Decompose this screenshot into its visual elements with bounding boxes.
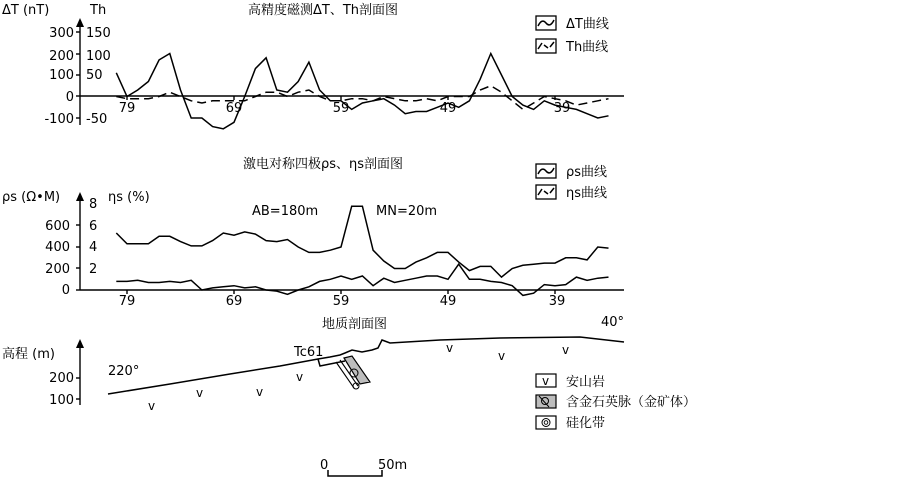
- ip-eta-tick: 6: [89, 219, 98, 234]
- mag-dt-tick: 300: [49, 26, 74, 41]
- mag-th-series-line: [116, 86, 608, 110]
- ip-title: 激电对称四极ρs、ηs剖面图: [243, 157, 404, 172]
- mag-legend: [536, 16, 609, 55]
- andesite-v-icon: v: [542, 374, 550, 388]
- andesite-v-icon: v: [296, 370, 304, 384]
- geo-legend-andesite: 安山岩: [566, 375, 606, 390]
- mag-legend-dt: ΔT曲线: [566, 17, 609, 32]
- mag-th-tick: 150: [86, 26, 111, 41]
- ip-x-tick: 59: [332, 294, 350, 309]
- ip-rho-tick: 200: [45, 262, 70, 277]
- andesite-v-icon: v: [498, 349, 506, 363]
- mag-legend-th: Th曲线: [566, 40, 609, 55]
- mag-dt-tick: -100: [44, 112, 74, 127]
- trench-tc61: [318, 359, 345, 366]
- legend-wave-icon: [538, 20, 554, 26]
- ip-legend: [536, 164, 607, 201]
- ip-eta-tick-labels: [89, 197, 97, 277]
- andesite-v-icon: v: [256, 385, 264, 399]
- ip-x-tick: 79: [118, 294, 136, 309]
- ip-ab-annotation: AB=180m: [252, 204, 319, 219]
- ip-x-tick: 39: [548, 294, 566, 309]
- mag-th-tick: -50: [86, 112, 108, 127]
- scale-start-label: 0: [320, 458, 329, 473]
- legend-silic-swatch: [536, 416, 556, 429]
- ip-eta-tick: 4: [89, 240, 98, 255]
- mag-x-tick: 69: [225, 101, 243, 116]
- mag-th-tick-labels: [86, 26, 111, 127]
- ip-x-tick: 69: [225, 294, 243, 309]
- geo-title: 地质剖面图: [322, 317, 388, 332]
- ip-y-label-rho: ρs (Ω•M): [2, 190, 61, 205]
- ip-mn-annotation: MN=20m: [376, 204, 438, 219]
- geo-y-tick-label: 100: [49, 393, 74, 408]
- mag-dt-tick: 0: [65, 90, 74, 105]
- mag-dt-series-line: [116, 54, 608, 129]
- mag-y-label-th: Th: [90, 3, 107, 18]
- andesite-v-icon: v: [148, 399, 156, 413]
- ip-x-tick: 49: [439, 294, 457, 309]
- legend-dashed-wave-icon: [538, 42, 554, 49]
- ip-rho-series-line: [116, 206, 608, 277]
- scale-bar-line: [328, 470, 382, 476]
- silicification-icon: [542, 419, 550, 427]
- mag-dt-tick: 100: [49, 68, 74, 83]
- andesite-v-icon: v: [196, 386, 204, 400]
- geo-legend: [536, 374, 696, 431]
- silicification-inner: [544, 421, 548, 425]
- andesite-v-icon: v: [562, 343, 570, 357]
- ip-rho-tick: 600: [45, 219, 70, 234]
- ip-rho-tick: 400: [45, 240, 70, 255]
- mag-dt-tick-labels: [44, 26, 74, 127]
- ip-rho-tick-labels: [45, 219, 70, 298]
- mag-x-tick: 79: [118, 101, 136, 116]
- ip-eta-tick: 2: [89, 262, 98, 277]
- geo-y-tick-label: 200: [49, 371, 74, 386]
- geo-azimuth-right: 40°: [601, 315, 625, 330]
- ip-eta-series-line: [116, 264, 608, 295]
- legend-dashed-wave-icon: [538, 188, 554, 195]
- mag-axis-ticks: [76, 32, 555, 118]
- ip-rho-tick: 0: [61, 283, 70, 298]
- legend-wave-icon: [538, 168, 554, 174]
- mag-x-tick: 49: [439, 101, 457, 116]
- ip-legend-eta: ηs曲线: [566, 186, 608, 201]
- mag-th-tick: 100: [86, 49, 111, 64]
- andesite-v-icon: v: [446, 341, 454, 355]
- trench-label: Tc61: [294, 345, 324, 360]
- ip-legend-rho: ρs曲线: [566, 165, 608, 180]
- ip-y-axis-arrow: [76, 192, 84, 201]
- ip-y-label-eta: ηs (%): [108, 190, 150, 205]
- mag-y-label-dt: ΔT (nT): [2, 3, 50, 18]
- mag-th-tick: 50: [86, 68, 103, 83]
- ip-eta-tick: 8: [89, 197, 98, 212]
- scale-end-label: 50m: [378, 458, 408, 473]
- geo-y-axis-arrow: [76, 339, 84, 348]
- geo-y-label: 高程 (m): [2, 347, 55, 362]
- mag-x-tick: 39: [553, 101, 571, 116]
- legend-vein-swatch: [536, 395, 556, 408]
- mag-x-tick: 59: [332, 101, 350, 116]
- mag-y-axis-arrow: [76, 18, 84, 27]
- geo-azimuth-left: 220°: [108, 364, 140, 379]
- geo-legend-vein: 含金石英脉（金矿体）: [566, 395, 697, 410]
- ip-x-tick-labels: [119, 294, 566, 309]
- geo-legend-silic: 硅化带: [566, 416, 606, 431]
- mag-title: 高精度磁测ΔT、Th剖面图: [248, 3, 399, 18]
- mag-dt-tick: 200: [49, 49, 74, 64]
- scale-bar: [320, 458, 407, 476]
